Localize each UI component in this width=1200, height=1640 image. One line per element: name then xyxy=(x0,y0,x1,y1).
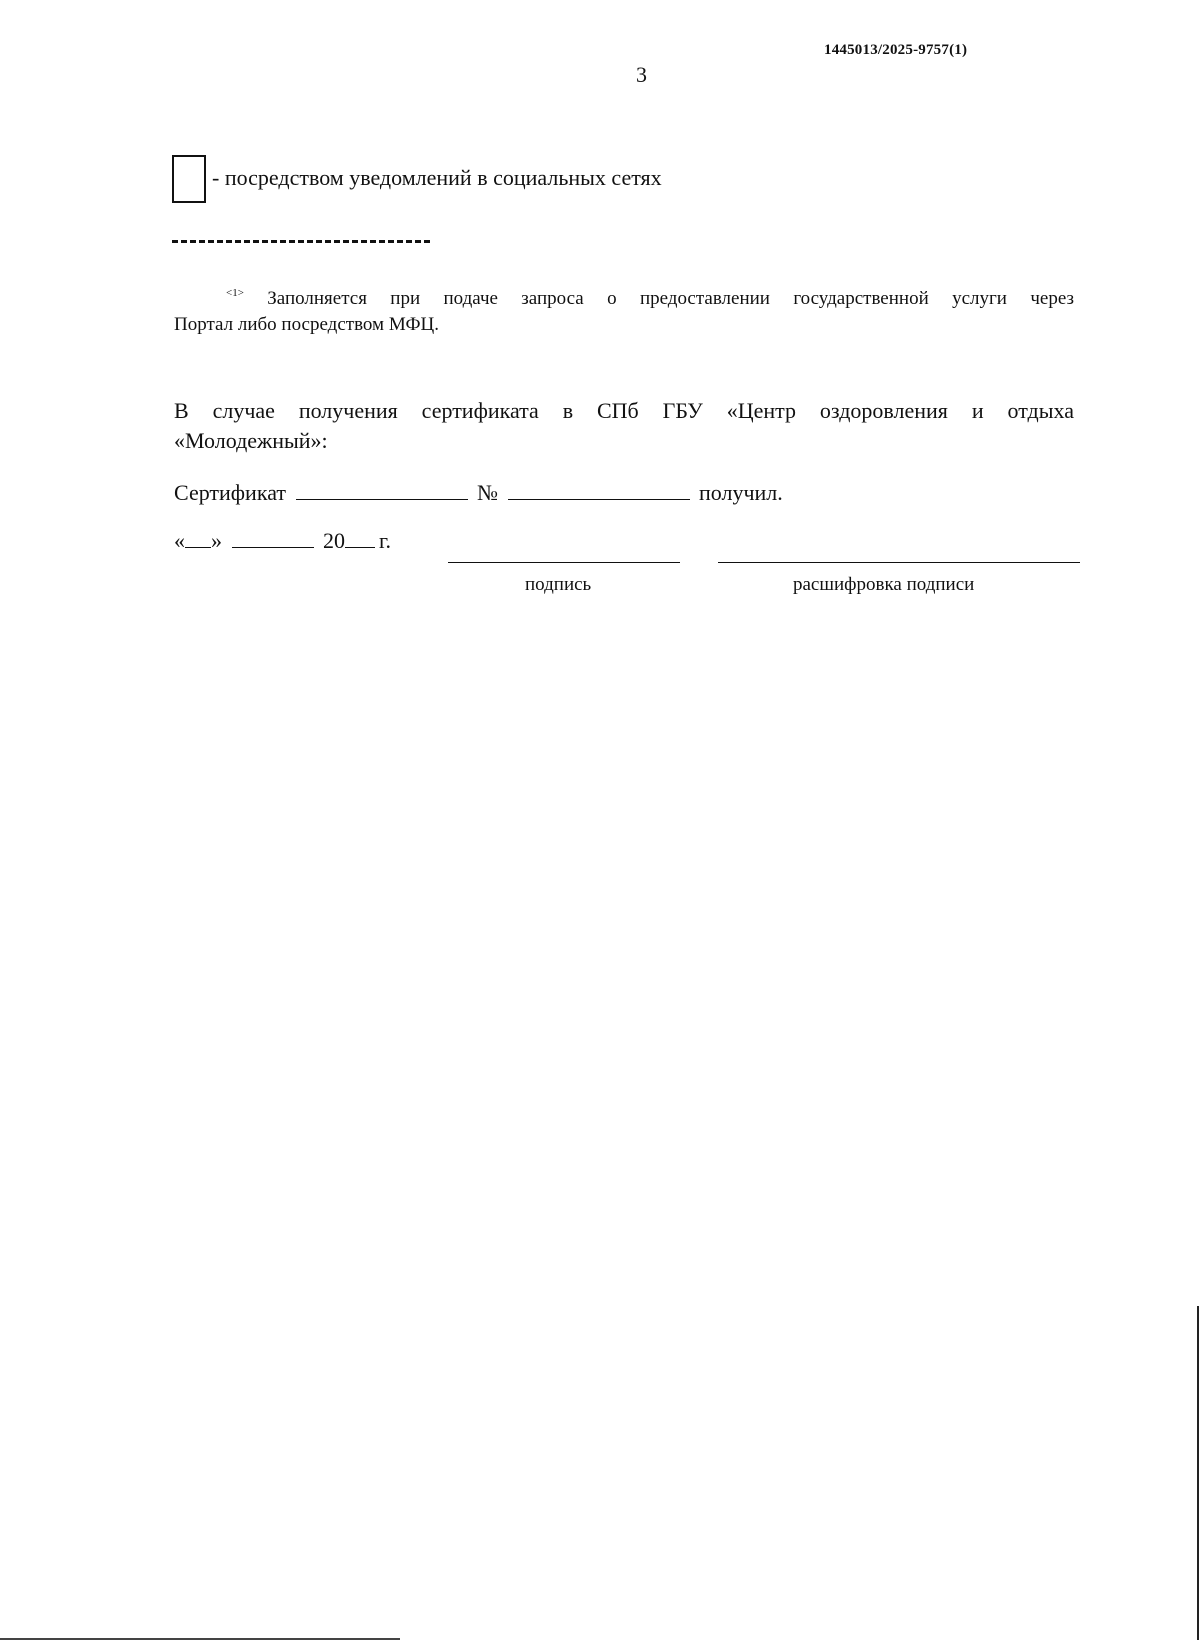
footnote-text-1: Заполняется при подаче запроса о предоставлении государственной услуги через xyxy=(267,288,1074,309)
scan-edge-right xyxy=(1197,1306,1199,1640)
footnote-line-2: Портал либо посредством МФЦ. xyxy=(174,314,439,335)
certificate-received-line xyxy=(174,480,783,506)
signature-decoding-field[interactable] xyxy=(718,562,1080,563)
day-field[interactable] xyxy=(185,529,211,548)
footnote xyxy=(174,280,1074,338)
certificate-type-field[interactable] xyxy=(296,481,468,500)
footnote-separator xyxy=(172,240,430,243)
signature-field[interactable] xyxy=(448,562,680,563)
certificate-intro xyxy=(174,396,1074,456)
footnote-line-1 xyxy=(174,280,1074,312)
certificate-intro-line-2: «Молодежный»: xyxy=(174,428,328,453)
number-sign: № xyxy=(477,480,498,505)
month-field[interactable] xyxy=(232,529,314,548)
certificate-number-field[interactable] xyxy=(508,481,690,500)
date-line xyxy=(174,528,391,554)
certificate-intro-line-1: В случае получения сертификата в СПб ГБУ «Центр оздоровления и отдыха xyxy=(174,398,1074,423)
date-close-quote: » xyxy=(211,528,222,553)
year-suffix: г. xyxy=(379,528,392,553)
signature-decoding-label: расшифровка подписи xyxy=(793,574,975,595)
social-networks-option-label: - посредством уведомлений в социальных сетях xyxy=(212,165,662,190)
document-number: 1445013/2025-9757(1) xyxy=(824,42,968,58)
footnote-marker: <1> xyxy=(226,287,244,299)
year-prefix: 20 xyxy=(323,528,345,553)
certificate-label: Сертификат xyxy=(174,480,286,505)
year-field[interactable] xyxy=(345,529,375,548)
signature-label: подпись xyxy=(525,574,592,595)
date-open-quote: « xyxy=(174,528,185,553)
received-label: получил. xyxy=(699,480,783,505)
social-networks-checkbox[interactable] xyxy=(172,155,206,203)
page-number: 3 xyxy=(636,62,647,87)
